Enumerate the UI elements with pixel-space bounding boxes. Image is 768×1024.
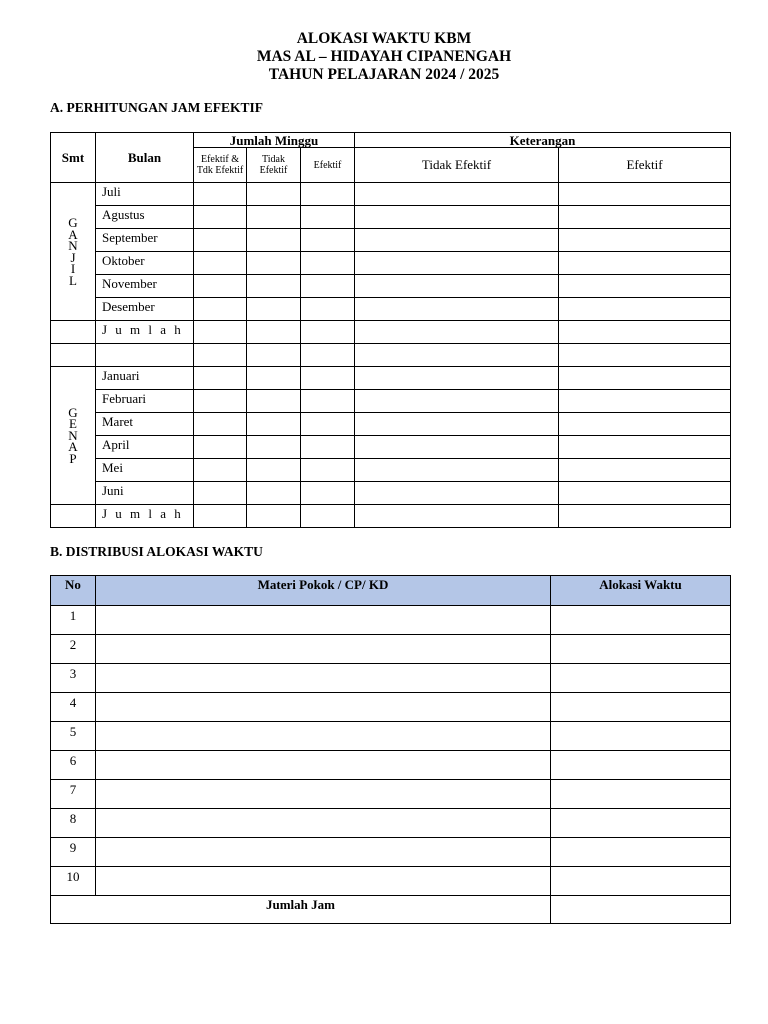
input-cell[interactable] bbox=[301, 252, 355, 275]
row-number: 2 bbox=[51, 635, 96, 664]
row-number: 5 bbox=[51, 722, 96, 751]
input-cell[interactable] bbox=[355, 436, 559, 459]
input-cell[interactable] bbox=[559, 229, 731, 252]
genap-jumlah-label: J u m l a h bbox=[96, 505, 194, 528]
input-cell[interactable] bbox=[355, 413, 559, 436]
materi-cell[interactable] bbox=[96, 693, 551, 722]
input-cell[interactable] bbox=[301, 367, 355, 390]
header-efektif-tdk-efektif: Efektif & Tdk Efektif bbox=[194, 148, 247, 183]
table-row bbox=[51, 809, 731, 838]
input-cell[interactable] bbox=[194, 390, 247, 413]
row-number: 4 bbox=[51, 693, 96, 722]
alokasi-cell[interactable] bbox=[551, 693, 731, 722]
header-tidak-efektif: Tidak Efektif bbox=[247, 148, 301, 183]
ganjil-label-letter: N bbox=[68, 238, 78, 253]
month-row bbox=[51, 206, 731, 229]
table-row bbox=[51, 751, 731, 780]
input-cell[interactable] bbox=[559, 275, 731, 298]
input-cell[interactable] bbox=[355, 229, 559, 252]
jumlah-jam-cell[interactable] bbox=[551, 896, 731, 924]
input-cell[interactable] bbox=[559, 459, 731, 482]
input-cell[interactable] bbox=[559, 390, 731, 413]
table-row bbox=[51, 722, 731, 751]
header-bulan: Bulan bbox=[96, 133, 194, 183]
input-cell[interactable] bbox=[355, 206, 559, 229]
input-cell[interactable] bbox=[559, 298, 731, 321]
distribution-rows bbox=[51, 606, 731, 896]
materi-cell[interactable] bbox=[96, 780, 551, 809]
input-cell[interactable] bbox=[247, 275, 301, 298]
genap-label-letter: N bbox=[68, 427, 78, 443]
month-row bbox=[51, 459, 731, 482]
input-cell[interactable] bbox=[355, 275, 559, 298]
table-row bbox=[51, 867, 731, 896]
spacer-row bbox=[51, 344, 731, 367]
input-cell[interactable] bbox=[301, 183, 355, 206]
month-name: Mei bbox=[96, 459, 194, 482]
ganjil-label-letter: G bbox=[68, 215, 78, 230]
input-cell[interactable] bbox=[559, 183, 731, 206]
month-name: Oktober bbox=[96, 252, 194, 275]
month-name: Maret bbox=[96, 413, 194, 436]
table-row bbox=[51, 664, 731, 693]
input-cell[interactable] bbox=[301, 459, 355, 482]
month-row bbox=[51, 229, 731, 252]
month-name: Juni bbox=[96, 482, 194, 505]
header-keterangan: Keterangan bbox=[355, 133, 731, 148]
alokasi-cell[interactable] bbox=[551, 838, 731, 867]
materi-cell[interactable] bbox=[96, 867, 551, 896]
input-cell[interactable] bbox=[194, 482, 247, 505]
alokasi-cell[interactable] bbox=[551, 867, 731, 896]
materi-cell[interactable] bbox=[96, 635, 551, 664]
header-ket-tidak-efektif: Tidak Efektif bbox=[355, 148, 559, 183]
input-cell[interactable] bbox=[559, 367, 731, 390]
input-cell[interactable] bbox=[247, 390, 301, 413]
header-ket-efektif: Efektif bbox=[559, 148, 731, 183]
genap-label-letter: G bbox=[68, 404, 78, 420]
ganjil-total-row bbox=[51, 321, 731, 344]
input-cell[interactable] bbox=[194, 229, 247, 252]
input-cell[interactable] bbox=[301, 229, 355, 252]
month-row bbox=[51, 482, 731, 505]
input-cell[interactable] bbox=[355, 183, 559, 206]
ganjil-label-letter: L bbox=[69, 272, 77, 288]
month-row bbox=[51, 275, 731, 298]
materi-cell[interactable] bbox=[96, 809, 551, 838]
input-cell[interactable] bbox=[247, 459, 301, 482]
total-row bbox=[51, 896, 731, 924]
row-number: 7 bbox=[51, 780, 96, 809]
section-b-title: B. DISTRIBUSI ALOKASI WAKTU bbox=[50, 544, 263, 559]
materi-cell[interactable] bbox=[96, 838, 551, 867]
alokasi-cell[interactable] bbox=[551, 809, 731, 838]
materi-cell[interactable] bbox=[96, 722, 551, 751]
genap-label-letter: E bbox=[69, 416, 77, 432]
month-name: November bbox=[96, 275, 194, 298]
ganjil-label-letter: A bbox=[68, 226, 78, 242]
row-number: 1 bbox=[51, 606, 96, 635]
month-row bbox=[51, 298, 731, 321]
month-row bbox=[51, 413, 731, 436]
materi-cell[interactable] bbox=[96, 751, 551, 780]
header-smt: Smt bbox=[51, 133, 96, 183]
alokasi-cell[interactable] bbox=[551, 664, 731, 693]
effective-hours-table bbox=[50, 132, 731, 528]
month-name: Juli bbox=[96, 183, 194, 206]
input-cell[interactable] bbox=[559, 413, 731, 436]
materi-cell[interactable] bbox=[96, 664, 551, 693]
input-cell[interactable] bbox=[194, 436, 247, 459]
input-cell[interactable] bbox=[247, 183, 301, 206]
input-cell[interactable] bbox=[194, 298, 247, 321]
input-cell[interactable] bbox=[247, 367, 301, 390]
alokasi-cell[interactable] bbox=[551, 722, 731, 751]
row-number: 10 bbox=[51, 867, 96, 896]
input-cell[interactable] bbox=[194, 275, 247, 298]
input-cell[interactable] bbox=[301, 413, 355, 436]
input-cell[interactable] bbox=[247, 229, 301, 252]
alokasi-cell[interactable] bbox=[551, 780, 731, 809]
month-row bbox=[51, 390, 731, 413]
input-cell[interactable] bbox=[355, 390, 559, 413]
alokasi-cell[interactable] bbox=[551, 751, 731, 780]
input-cell[interactable] bbox=[194, 413, 247, 436]
time-distribution-table bbox=[50, 575, 731, 924]
input-cell[interactable] bbox=[301, 298, 355, 321]
header-no: No bbox=[51, 576, 96, 606]
month-name: Februari bbox=[96, 390, 194, 413]
input-cell[interactable] bbox=[194, 183, 247, 206]
row-number: 6 bbox=[51, 751, 96, 780]
section-a-title: A. PERHITUNGAN JAM EFEKTIF bbox=[50, 100, 264, 115]
input-cell[interactable] bbox=[559, 436, 731, 459]
document-title-line-1: ALOKASI WAKTU KBM bbox=[296, 30, 472, 47]
ganjil-rows bbox=[51, 183, 731, 321]
genap-label-letter: A bbox=[68, 439, 78, 455]
ganjil-label-letter: I bbox=[70, 261, 76, 276]
month-row bbox=[51, 183, 731, 206]
jumlah-jam-label: Jumlah Jam bbox=[51, 896, 551, 924]
input-cell[interactable] bbox=[194, 252, 247, 275]
table-row bbox=[51, 606, 731, 635]
table-row bbox=[51, 780, 731, 809]
month-row bbox=[51, 367, 731, 390]
header-alokasi-waktu: Alokasi Waktu bbox=[551, 576, 731, 606]
input-cell[interactable] bbox=[301, 390, 355, 413]
input-cell[interactable] bbox=[301, 436, 355, 459]
ganjil-jumlah-label: J u m l a h bbox=[96, 321, 194, 344]
document-title-line-2: MAS AL – HIDAYAH CIPANENGAH bbox=[256, 48, 512, 65]
alokasi-cell[interactable] bbox=[551, 635, 731, 664]
input-cell[interactable] bbox=[247, 206, 301, 229]
row-number: 9 bbox=[51, 838, 96, 867]
month-name: Januari bbox=[96, 367, 194, 390]
input-cell[interactable] bbox=[301, 482, 355, 505]
genap-label-letter: P bbox=[69, 450, 77, 466]
input-cell[interactable] bbox=[247, 413, 301, 436]
ganjil-semester-label bbox=[51, 183, 96, 321]
input-cell[interactable] bbox=[559, 206, 731, 229]
row-number: 3 bbox=[51, 664, 96, 693]
input-cell[interactable] bbox=[355, 252, 559, 275]
materi-cell[interactable] bbox=[96, 606, 551, 635]
input-cell[interactable] bbox=[194, 206, 247, 229]
input-cell[interactable] bbox=[247, 298, 301, 321]
header-efektif: Efektif bbox=[301, 148, 355, 183]
genap-rows bbox=[51, 367, 731, 505]
header-jumlah-minggu: Jumlah Minggu bbox=[194, 133, 355, 148]
alokasi-cell[interactable] bbox=[551, 606, 731, 635]
input-cell[interactable] bbox=[194, 459, 247, 482]
input-cell[interactable] bbox=[355, 367, 559, 390]
input-cell[interactable] bbox=[301, 206, 355, 229]
table-row bbox=[51, 693, 731, 722]
document-title-line-3: TAHUN PELAJARAN 2024 / 2025 bbox=[268, 66, 500, 83]
input-cell[interactable] bbox=[247, 252, 301, 275]
month-name: Desember bbox=[96, 298, 194, 321]
input-cell[interactable] bbox=[247, 436, 301, 459]
table-row bbox=[51, 635, 731, 664]
month-name: April bbox=[96, 436, 194, 459]
ganjil-label-letter: J bbox=[70, 249, 76, 265]
input-cell[interactable] bbox=[559, 482, 731, 505]
input-cell[interactable] bbox=[247, 482, 301, 505]
input-cell[interactable] bbox=[301, 275, 355, 298]
input-cell[interactable] bbox=[355, 298, 559, 321]
table-row bbox=[51, 838, 731, 867]
month-name: September bbox=[96, 229, 194, 252]
row-number: 8 bbox=[51, 809, 96, 838]
input-cell[interactable] bbox=[194, 367, 247, 390]
input-cell[interactable] bbox=[355, 482, 559, 505]
month-name: Agustus bbox=[96, 206, 194, 229]
header-materi: Materi Pokok / CP/ KD bbox=[96, 576, 551, 606]
genap-total-row bbox=[51, 505, 731, 528]
genap-semester-label bbox=[51, 367, 96, 505]
month-row bbox=[51, 252, 731, 275]
month-row bbox=[51, 436, 731, 459]
input-cell[interactable] bbox=[559, 252, 731, 275]
input-cell[interactable] bbox=[355, 459, 559, 482]
